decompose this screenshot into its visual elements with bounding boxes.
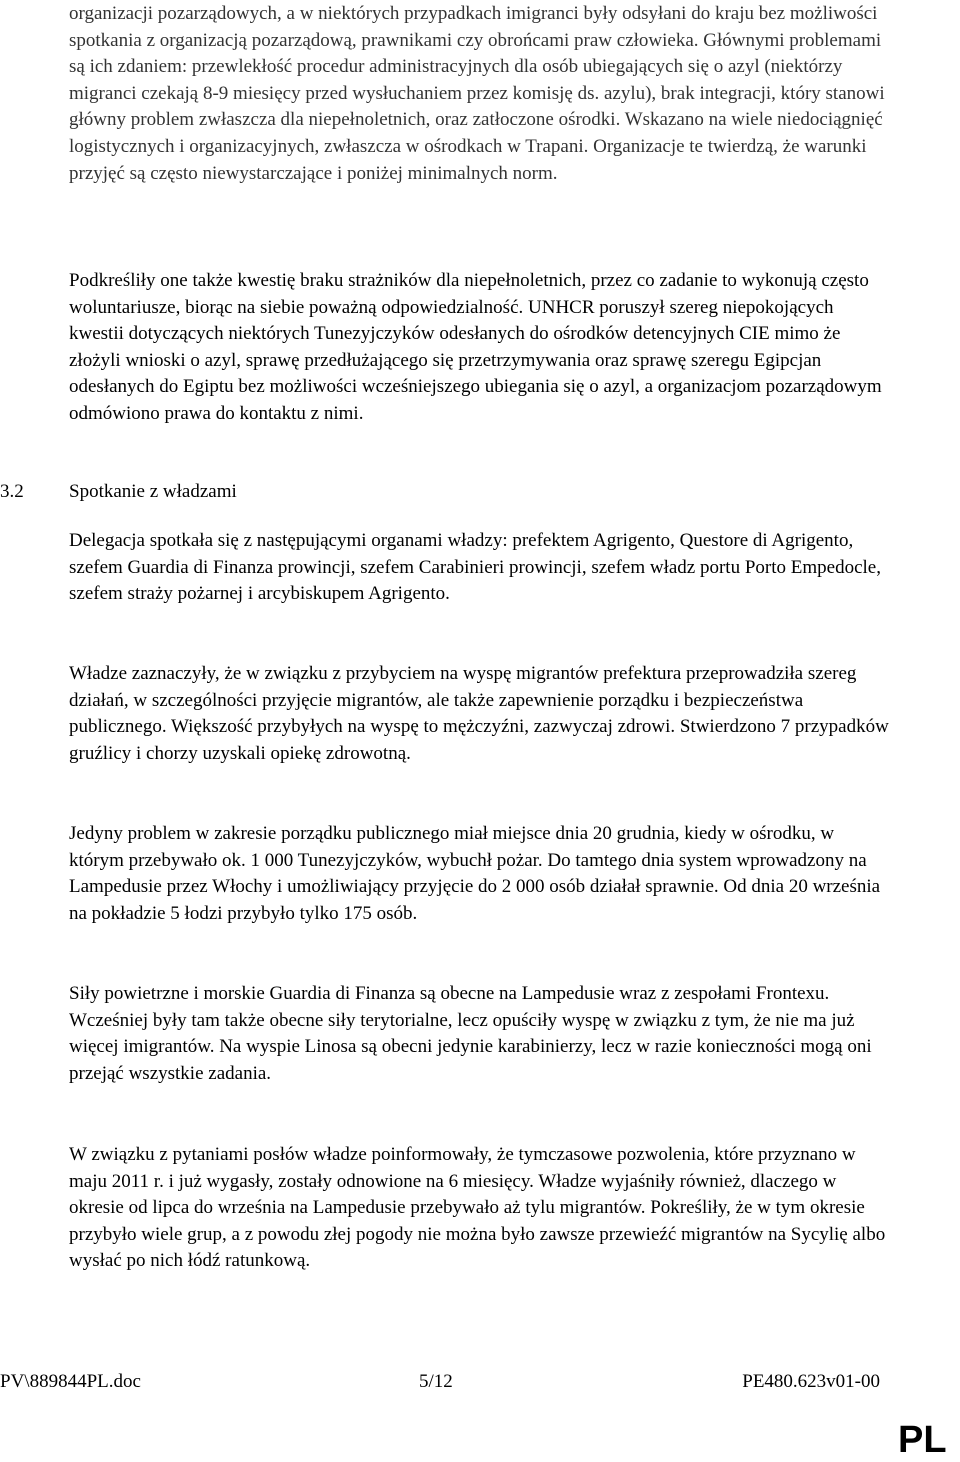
section-title: Spotkanie z władzami [69,481,237,502]
paragraph-ngo-concerns: organizacji pozarządowych, a w niektórych przypadkach imigranci były odsyłani do kraju bez możliwości spotkania z organizacją pozarządową, prawnikami czy obrońcami praw człowieka. Głównymi problemami są ich zdaniem: przewlekłość procedur administracyjnych dla osób ubiegających się o azyl (niektórzy migranci czekają 8-9 miesięcy przed wysłuchaniem przez komisję ds. azylu), brak integracji, który stanowi główny problem zwłaszcza dla niepełnoletnich, oraz zatłoczone ośrodki. Wskazano na wiele niedociągnięć logistycznych i organizacyjnych, zwłaszcza w ośrodkach w Trapani. Organizacje te twierdzą, że warunki przyjęć są często niewystarczające i poniżej minimalnych norm. [69,3,885,184]
footer-pe-reference: PE480.623v01-00 [742,1371,880,1392]
language-mark: PL [898,1419,947,1461]
paragraph-guardians-unhcr: Podkreśliły one także kwestię braku strażników dla niepełnoletnich, przez co zadanie to wykonują często woluntariusze, biorąc na siebie poważną odpowiedzialność. UNHCR poruszył szereg niepokojących kwestii dotyczących niektórych Tunezyjczyków odesłanych do ośrodków detencyjnych CIE mimo że złożyli wnioski o azyl, sprawę przedłużającego się przetrzymywania oraz sprawę szeregu Egipcjan odesłanych do Egiptu bez możliwości wcześniejszego ubiegania się o azyl, a organizacjom pozarządowym odmówiono prawa do kontaktu z nimi. [69,270,882,424]
footer-page-number: 5/12 [419,1371,453,1392]
page-footer [0,1369,960,1395]
footer-doc-reference: PV\889844PL.doc [0,1371,141,1392]
section-heading [0,478,960,505]
paragraph-permits: W związku z pytaniami posłów władze poinformowały, że tymczasowe pozwolenia, które przyznano w maju 2011 r. i już wygasły, zostały odnowione na 6 miesięcy. Władze wyjaśniły również, dlaczego w okresie od lipca do września na Lampedusie przebywało aż tylu migrantów. Pokreśliły, że w tym okresie przybyło wiele grup, a z powodu złej pogody nie można było zawsze przewieźć migrantów na Sycylię albo wysłać po nich łódź ratunkową. [69,1144,886,1272]
paragraph-authorities-actions: Władze zaznaczyły, że w związku z przybyciem na wyspę migrantów prefektura przeprowadziła szereg działań, w szczególności przyjęcie migrantów, ale także zapewnienie porządku i bezpieczeństwa publicznego. Większość przybyłych na wyspę to mężczyźni, zazwyczaj zdrowi. Stwierdzono 7 przypadków gruźlicy i chorzy uzyskali opiekę zdrowotną. [69,663,889,764]
paragraph-delegation-meeting: Delegacja spotkała się z następującymi organami władzy: prefektem Agrigento, Questore di Agrigento, szefem Guardia di Finanza prowincji, szefem Carabinieri prowincji, szefem władz portu Porto Empedocle, szefem straży pożarnej i arcybiskupem Agrigento. [69,530,881,605]
section-number: 3.2 [0,481,24,502]
paragraph-public-order: Jedyny problem w zakresie porządku publicznego miał miejsce dnia 20 grudnia, kiedy w ośrodku, w którym przebywało ok. 1 000 Tunezyjczyków, wybuchł pożar. Do tamtego dnia system wprowadzony na Lampedusie przez Włochy i umożliwiający przyjęcie do 2 000 osób działał sprawnie. Od dnia 20 września na pokładzie 5 łodzi przybyło tylko 175 osób. [69,823,881,924]
paragraph-forces-presence: Siły powietrzne i morskie Guardia di Finanza są obecne na Lampedusie wraz z zespołami Frontexu. Wcześniej były tam także obecne siły terytorialne, lecz opuściły wyspę w związku z tym, że nie ma już więcej imigrantów. Na wyspie Linosa są obecni jedynie karabinierzy, lecz w razie konieczności mogą oni przejąć wszystkie zadania. [69,983,872,1084]
